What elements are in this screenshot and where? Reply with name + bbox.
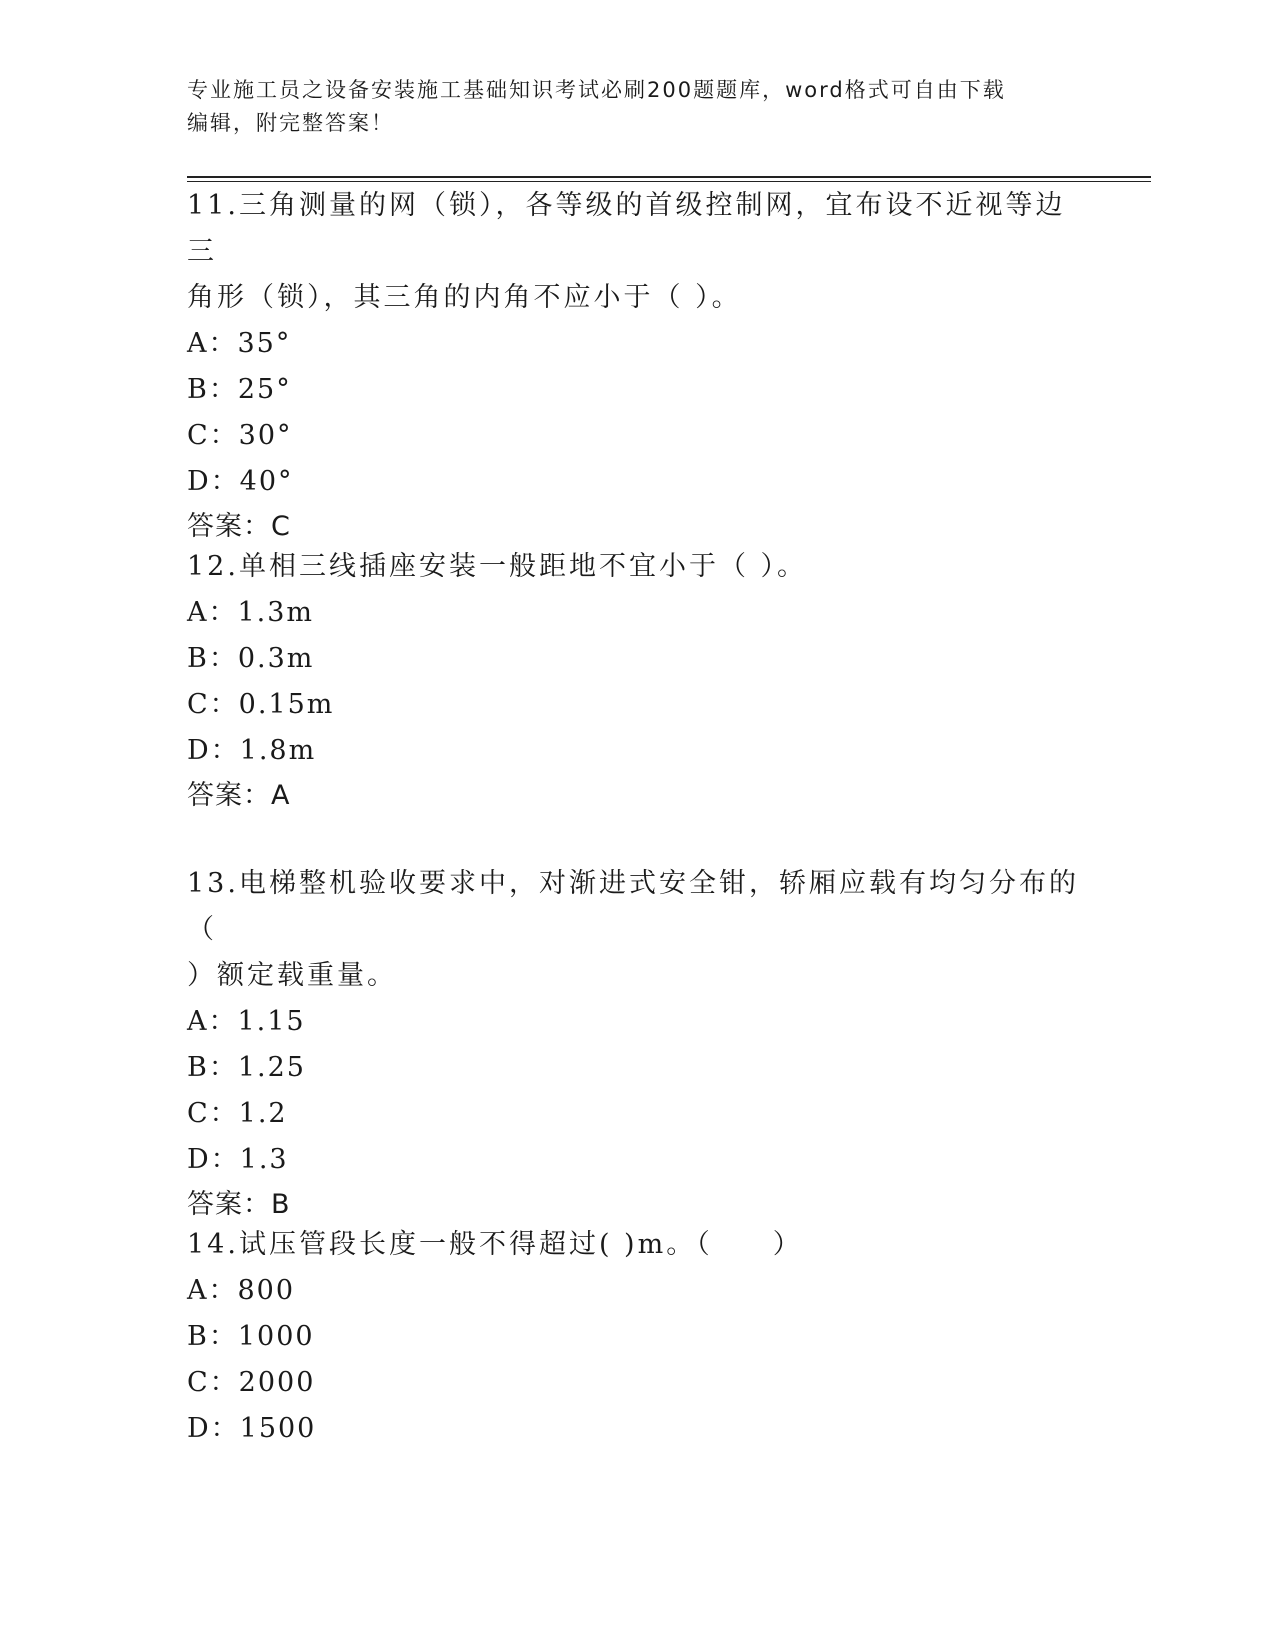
answer-line: 答案：B bbox=[187, 1189, 291, 1220]
option-d: D：1.3 bbox=[187, 1144, 289, 1175]
option-a: A：800 bbox=[187, 1275, 296, 1306]
header-divider-thick bbox=[187, 176, 1151, 178]
question-stem: 11.三角测量的网（锁），各等级的首级控制网，宜布设不近视等边三 bbox=[187, 190, 1066, 267]
header-line-1: 专业施工员之设备安装施工基础知识考试必刷200题题库，word格式可自由下载 bbox=[187, 78, 1006, 102]
option-b: B：0.3m bbox=[187, 643, 315, 674]
question-13 bbox=[187, 861, 1087, 1227]
option-c: C：2000 bbox=[187, 1367, 316, 1398]
option-b: B：1000 bbox=[187, 1321, 315, 1352]
question-stem: 12.单相三线插座安装一般距地不宜小于（ ）。 bbox=[187, 551, 808, 582]
option-b: B：1.25 bbox=[187, 1052, 306, 1083]
question-stem-continued: 角形（锁），其三角的内角不应小于（ ）。 bbox=[187, 282, 742, 313]
document-header bbox=[187, 74, 1087, 140]
option-d: D：40° bbox=[187, 466, 294, 497]
option-d: D：1.8m bbox=[187, 735, 317, 766]
option-a: A：1.15 bbox=[187, 1006, 306, 1037]
question-12 bbox=[187, 544, 1087, 818]
question-11 bbox=[187, 183, 1087, 549]
question-stem: 13.电梯整机验收要求中，对渐进式安全钳，轿厢应载有均匀分布的（ bbox=[187, 868, 1079, 945]
question-stem: 14.试压管段长度一般不得超过( )m。（ ） bbox=[187, 1229, 803, 1260]
question-14 bbox=[187, 1222, 1087, 1452]
answer-line: 答案：A bbox=[187, 780, 291, 811]
header-line-2: 编辑，附完整答案！ bbox=[187, 111, 394, 135]
option-c: C：30° bbox=[187, 420, 293, 451]
option-b: B：25° bbox=[187, 374, 292, 405]
option-d: D：1500 bbox=[187, 1413, 317, 1444]
option-c: C：1.2 bbox=[187, 1098, 288, 1129]
header-divider-thin bbox=[187, 181, 1151, 182]
option-a: A：1.3m bbox=[187, 597, 315, 628]
option-c: C：0.15m bbox=[187, 689, 335, 720]
answer-line: 答案：C bbox=[187, 511, 291, 542]
option-a: A：35° bbox=[187, 328, 292, 359]
question-stem-continued: ）额定载重量。 bbox=[187, 960, 397, 991]
